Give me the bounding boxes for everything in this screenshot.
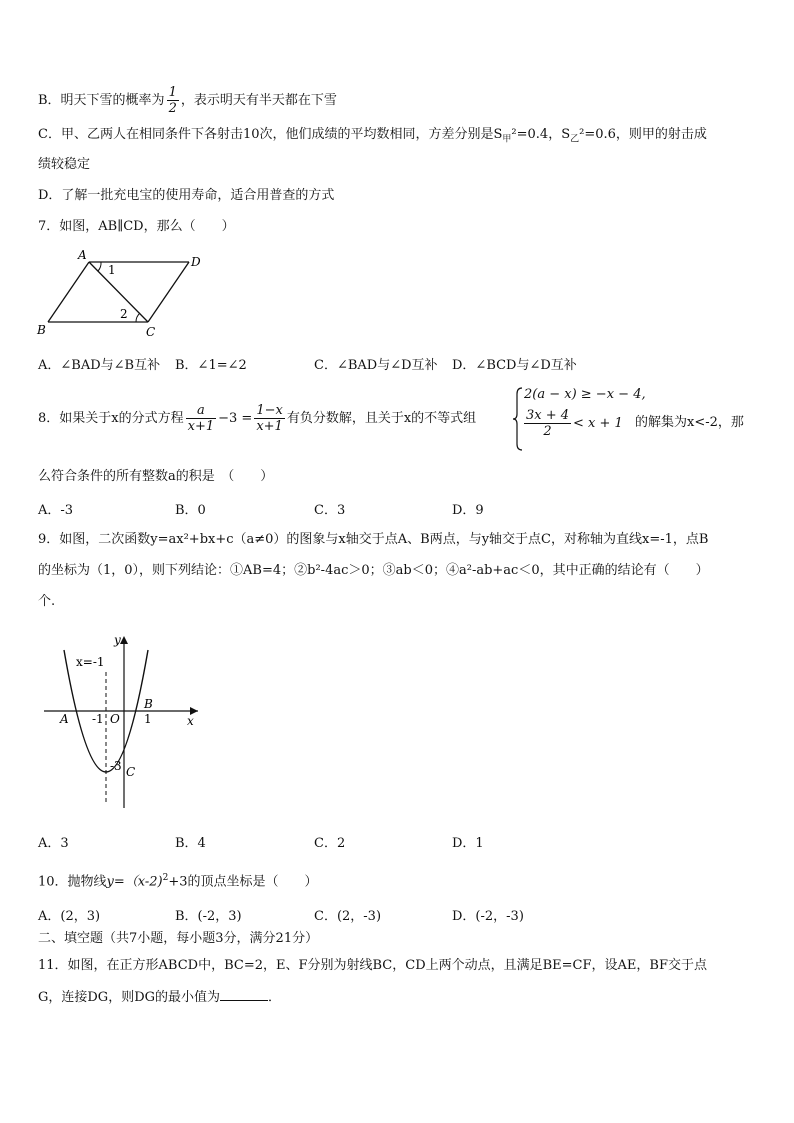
label-x: x [187,714,194,728]
q7-stem: 7．如图，AB∥CD，那么（ ） [38,219,235,234]
label-b: B [37,323,46,337]
option-c-q6-line2: 绩较稳定 [38,157,91,172]
q10-option-a: A．(2，3) [38,909,101,924]
option-b-q6: B．明天下雪的概率为 $\frac{1}{2}$ ，表示明天有半天都在下雪 [38,85,337,116]
q8-inequality-1: 2(a − x) ≥ −x − 4, [524,387,646,402]
q11-stem-line1: 11．如图，在正方形ABCD中，BC=2，E、F分别为射线BC，CD上两个动点，且满足BE=CF，设AE，BF交于点 [38,958,707,973]
label-angle-1: 1 [108,263,116,277]
q8-option-a: A．-3 [38,503,74,518]
q9-option-b: B．4 [175,836,206,851]
q10-option-d: D．(-2，-3) [452,909,524,924]
q10-option-b: B．(-2，3) [175,909,242,924]
q11-stem-line2: G，连接DG，则DG的最小值为 ． [38,990,282,1005]
angle-2-arc [136,313,140,322]
segment-ab [48,262,89,322]
q8-stem-line1: 8．如果关于x的分式方程 $\frac{a}{x+1}$ −3 = $\frac{1-x}{x+1}$ 有负分数解，且关于x的不等式组 [38,403,477,434]
label-one: 1 [144,712,152,726]
segment-ac [89,262,148,322]
q9-stem-line3: 个. [38,594,56,609]
label-minus-three: -3 [110,759,122,773]
label-a: A [78,248,87,262]
q7-option-c: C．∠BAD与∠D互补 [314,358,438,373]
q8-stem-line2: 么符合条件的所有整数a的积是 （ ） [38,469,274,484]
y-axis-arrow [120,636,128,644]
label-point-b: B [144,697,153,711]
q7-option-a: A．∠BAD与∠B互补 [38,358,161,373]
option-d-q6: D．了解一批充电宝的使用寿命，适合用普查的方式 [38,188,335,203]
angle-1-arc [98,262,101,271]
option-c-q6-line1: C．甲、乙两人在相同条件下各射击10次，他们成绩的平均数相同，方差分别是$S_甲^2=0.4$，$S_乙^2=0.6$，则甲的射击成 [38,127,707,145]
q10-stem: 10．抛物线y=（x-2)$^2$+3的顶点坐标是（ ） [38,873,318,890]
label-minus-one: -1 [92,712,104,726]
q8-inequality-2: $\frac{3x + 4}{2}$ < x + 1 [526,408,623,439]
label-angle-2: 2 [120,307,128,321]
q9-option-d: D．1 [452,836,484,851]
label-d: D [191,255,201,269]
q7-parallelogram-figure [34,248,209,340]
section-2-heading: 二、填空题（共7小题，每小题3分，满分21分） [38,931,319,946]
q9-parabola-figure [40,630,210,812]
q7-option-b: B．∠1=∠2 [175,358,247,373]
label-symmetry: x=-1 [76,655,105,669]
q8-option-d: D．9 [452,503,484,518]
segment-cd [148,262,189,322]
q9-stem-line2: 的坐标为（1，0），则下列结论：①AB=4；②b²-4ac＞0；③ab＜0；④a²-ab+ac＜0，其中正确的结论有（ ） [38,563,709,578]
answer-blank[interactable] [220,988,268,1001]
label-origin: O [110,712,120,726]
label-y: y [114,633,121,647]
q8-option-c: C．3 [314,503,346,518]
q8-stem-tail: 的解集为x<-2，那 [635,415,744,430]
q9-option-c: C．2 [314,836,346,851]
q10-option-c: C．(2，-3) [314,909,382,924]
label-point-c: C [126,765,136,779]
q9-option-a: A．3 [38,836,69,851]
fraction-one-half: $\frac{1}{2}$ [168,85,177,116]
label-point-a: A [60,712,69,726]
q7-option-d: D．∠BCD与∠D互补 [452,358,577,373]
q8-fraction-1mx-over-x1: $\frac{1-x}{x+1}$ [256,403,283,434]
q8-fraction-a-over-x1: $\frac{a}{x+1}$ [187,403,215,434]
q9-stem-line1: 9．如图，二次函数y=ax²+bx+c（a≠0）的图象与x轴交于点A、B两点，与y轴交于点C，对称轴为直线x=-1，点B [38,532,709,547]
label-c: C [146,325,156,339]
q8-option-b: B．0 [175,503,206,518]
